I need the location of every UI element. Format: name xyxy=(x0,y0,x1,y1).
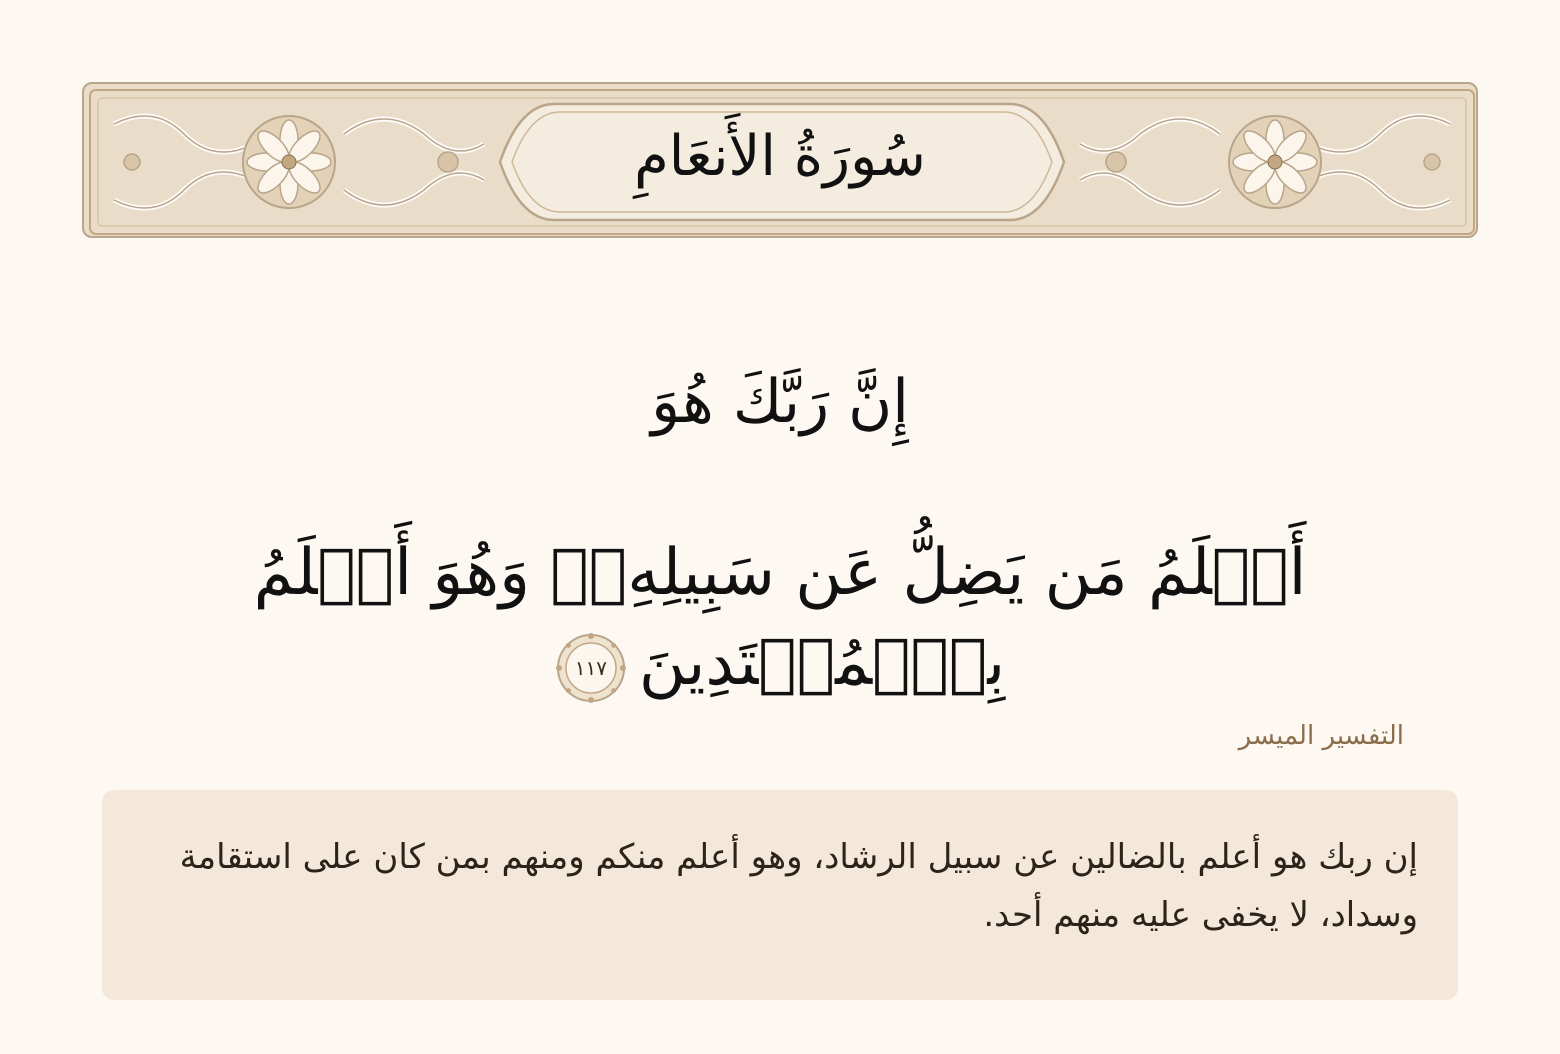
verse-line-2-text: أَعۡلَمُ مَن يَضِلُّ عَن سَبِيلِهِۦۖ وَهُوَ أَعۡلَمُ بِٱلۡمُهۡتَدِينَ xyxy=(253,536,1307,700)
tafsir-text: إن ربك هو أعلم بالضالين عن سبيل الرشاد، وهو أعلم منكم ومنهم بمن كان على استقامة وسداد، لا يخفى عليه منهم أحد. xyxy=(179,837,1418,935)
ayah-number-marker xyxy=(555,632,627,704)
tafsir-box xyxy=(102,790,1458,1000)
surah-title: سُورَةُ الأَنعَامِ xyxy=(634,124,926,189)
verse-line-2 xyxy=(80,528,1480,708)
surah-header-banner xyxy=(82,82,1478,238)
verse-line-1: إِنَّ رَبَّكَ هُوَ xyxy=(651,367,909,437)
tafsir-heading: التفسير الميسر xyxy=(1238,721,1404,751)
ayah-number: ١١٧ xyxy=(574,655,607,680)
